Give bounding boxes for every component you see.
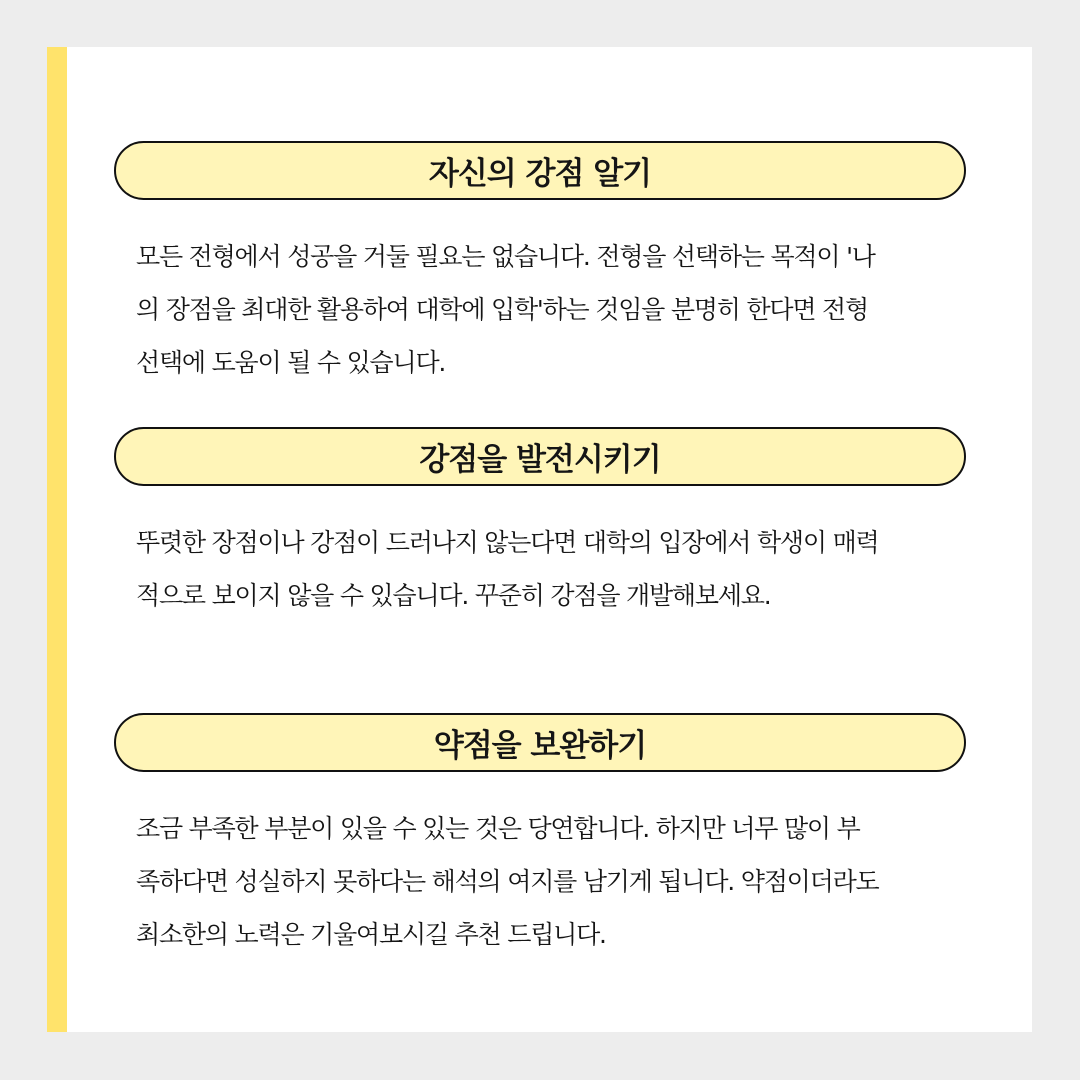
section-know-strengths: [114, 141, 966, 389]
section-body: 조금 부족한 부분이 있을 수 있는 것은 당연합니다. 하지만 너무 많이 부 족하다면 성실하지 못하다는 해석의 여지를 남기게 됩니다. 약점이더라도 최소한의 노력은 기울여보시길 추천 드립니다.: [136, 814, 879, 949]
content-card: [47, 47, 1032, 1032]
section-body: 모든 전형에서 성공을 거둘 필요는 없습니다. 전형을 선택하는 목적이 '나 의 장점을 최대한 활용하여 대학에 입학'하는 것임을 분명히 한다면 전형 선택에 도움이 될 수 있습니다.: [136, 242, 875, 377]
section-develop-strengths: [114, 427, 966, 622]
section-title-pill: [114, 427, 966, 486]
section-title: 약점을 보완하기: [433, 728, 647, 764]
yellow-accent-bar: [47, 47, 67, 1032]
section-title: 강점을 발전시키기: [419, 442, 661, 478]
section-improve-weaknesses: [114, 713, 966, 961]
section-title-pill: [114, 713, 966, 772]
section-title-pill: [114, 141, 966, 200]
section-body: 뚜렷한 장점이나 강점이 드러나지 않는다면 대학의 입장에서 학생이 매력 적으로 보이지 않을 수 있습니다. 꾸준히 강점을 개발해보세요.: [136, 528, 879, 610]
section-title: 자신의 강점 알기: [428, 156, 652, 192]
